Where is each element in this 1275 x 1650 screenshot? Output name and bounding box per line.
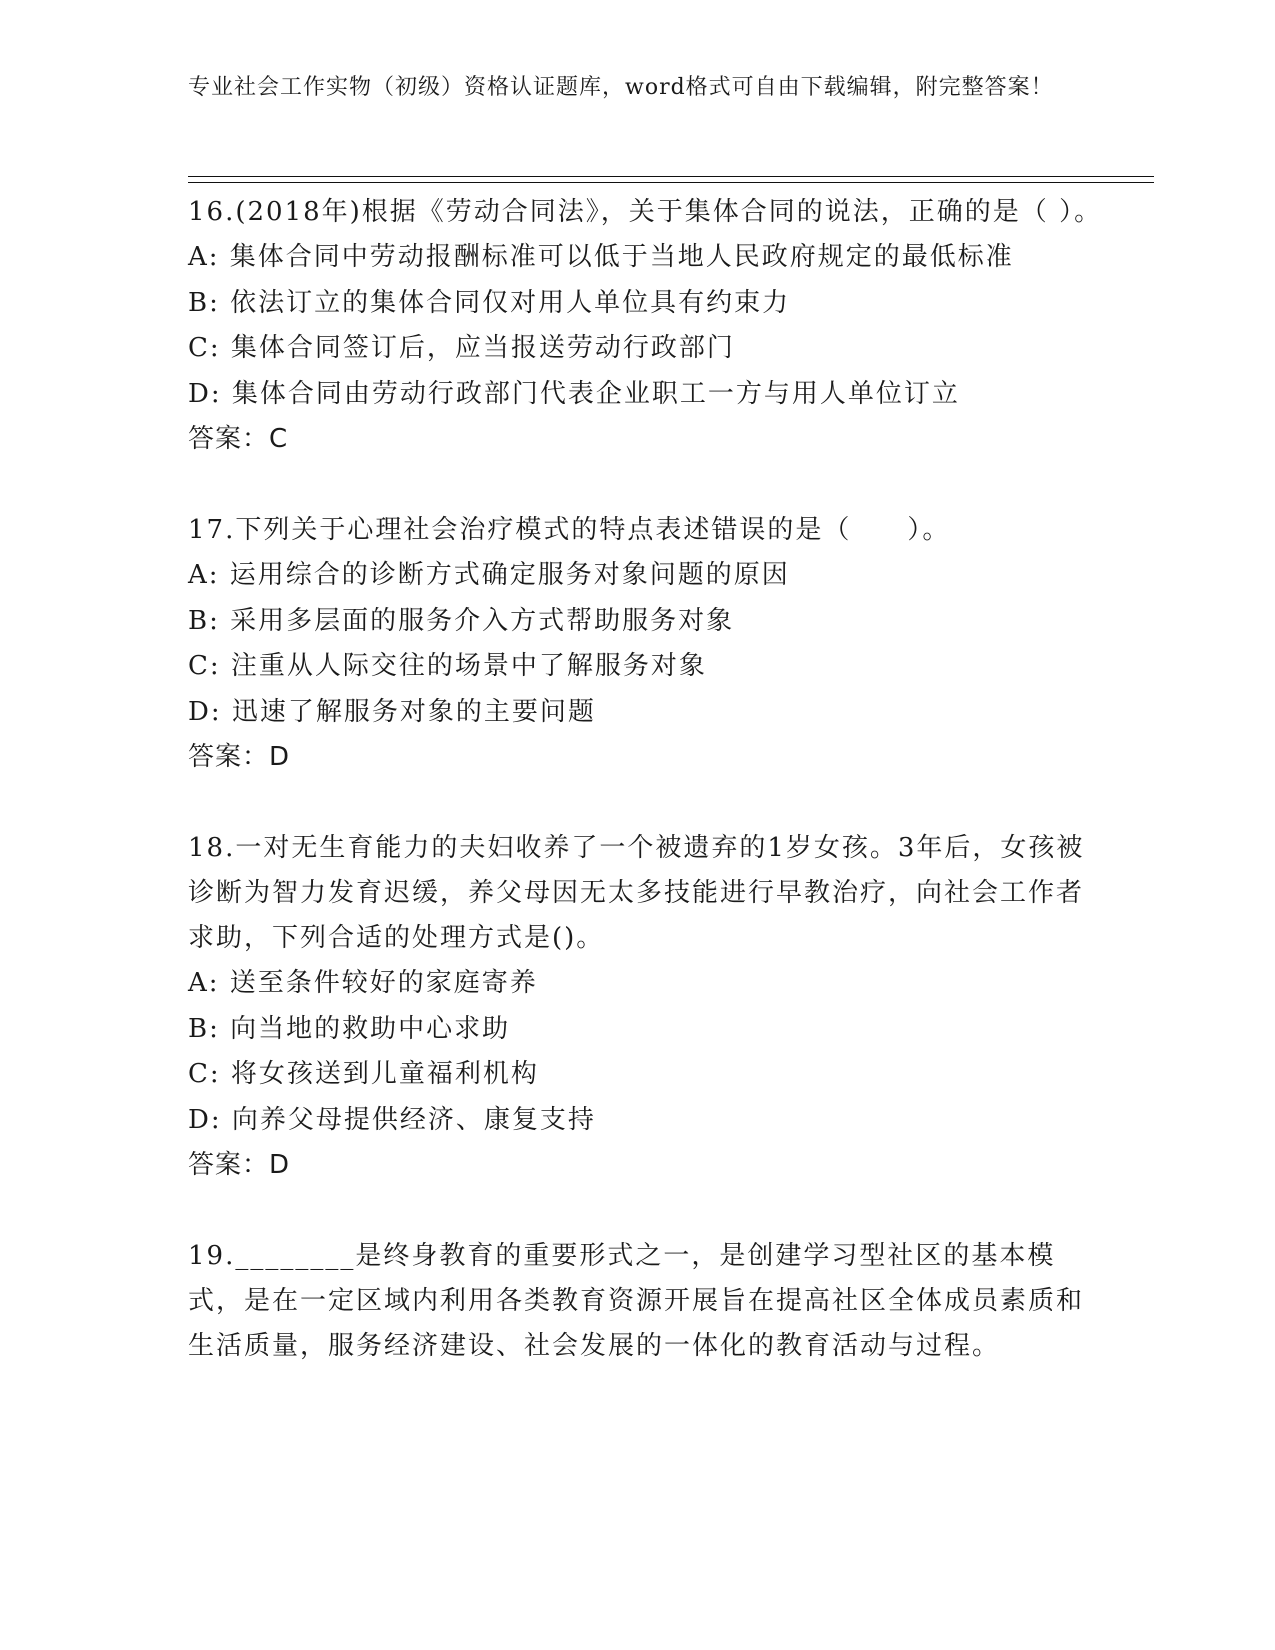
answer-line: 答案：D [188,742,291,772]
question-18 [188,826,1108,1188]
option-d: D: 向养父母提供经济、康复支持 [188,1104,596,1135]
question-16 [188,190,1108,462]
answer-line: 答案：C [188,424,289,454]
question-stem: 17.下列关于心理社会治疗模式的特点表述错误的是（ ）。 [188,515,951,545]
option-a: A: 运用综合的诊断方式确定服务对象问题的原因 [188,560,790,590]
header-divider-bottom [188,182,1154,183]
question-stem: 19.________是终身教育的重要形式之一，是创建学习型社区的基本模式，是在一定区域内利用各类教育资源开展旨在提高社区全体成员素质和生活质量，服务经济建设、社会发展的一体化的教育活动与过程。 [188,1241,1085,1361]
question-stem: 18.一对无生育能力的夫妇收养了一个被遗弃的1岁女孩。3年后，女孩被诊断为智力发育迟缓，养父母因无太多技能进行早教治疗，向社会工作者求助，下列合适的处理方式是()。 [188,833,1085,953]
question-19 [188,1234,1108,1369]
question-stem: 16.(2018年)根据《劳动合同法》，关于集体合同的说法，正确的是（ ）。 [188,197,1103,227]
answer-line: 答案：D [188,1150,291,1180]
option-b: B: 采用多层面的服务介入方式帮助服务对象 [188,605,735,636]
option-c: C: 注重从人际交往的场景中了解服务对象 [188,651,707,681]
document-header: 专业社会工作实物（初级）资格认证题库，word格式可自由下载编辑，附完整答案！ [188,75,1054,100]
option-b: B: 向当地的救助中心求助 [188,1013,511,1044]
option-c: C: 将女孩送到儿童福利机构 [188,1059,539,1089]
question-17 [188,508,1108,780]
option-d: D: 迅速了解服务对象的主要问题 [188,696,596,727]
option-c: C: 集体合同签订后，应当报送劳动行政部门 [188,333,735,363]
option-a: A: 送至条件较好的家庭寄养 [188,968,538,998]
header-divider-top [188,176,1154,177]
question-list [188,190,1108,1415]
option-a: A: 集体合同中劳动报酬标准可以低于当地人民政府规定的最低标准 [188,242,1014,272]
option-b: B: 依法订立的集体合同仅对用人单位具有约束力 [188,287,791,318]
option-d: D: 集体合同由劳动行政部门代表企业职工一方与用人单位订立 [188,378,960,409]
